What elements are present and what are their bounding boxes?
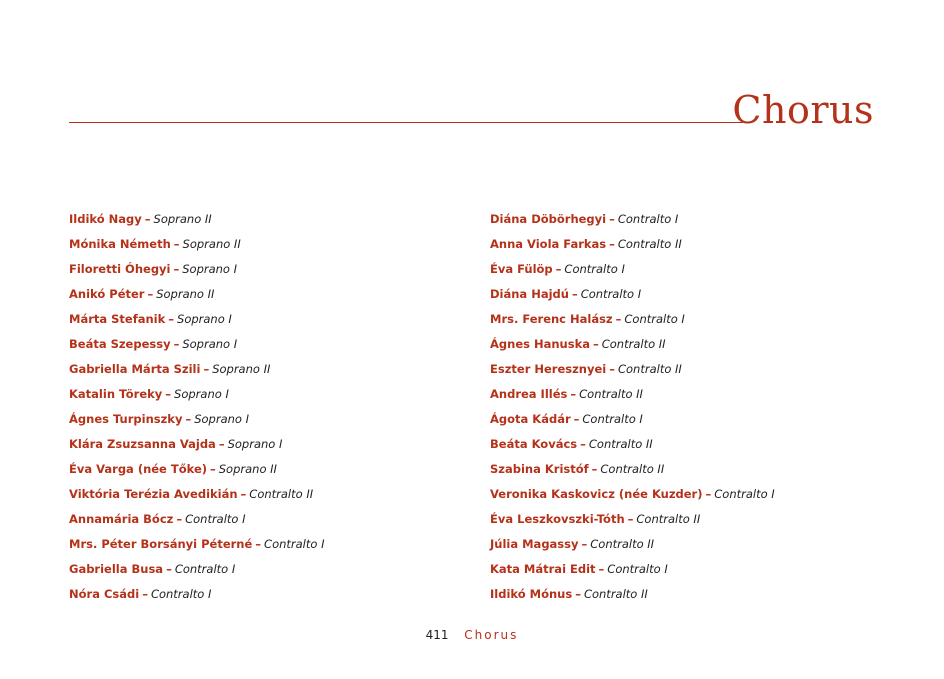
member-entry	[490, 359, 775, 384]
voice-part: Soprano II	[218, 462, 277, 476]
member-name: Gabriella Busa	[69, 562, 164, 576]
member-list-right	[490, 209, 775, 609]
member-entry	[490, 559, 775, 584]
member-name: Eszter Heresznyei	[490, 362, 607, 376]
member-entry	[69, 559, 324, 584]
voice-part: Soprano I	[182, 262, 238, 276]
member-name: Katalin Töreky	[69, 387, 163, 401]
voice-part: Contralto II	[617, 237, 682, 251]
voice-part: Soprano II	[153, 212, 212, 226]
title-rule	[69, 122, 743, 123]
voice-part: Contralto II	[590, 537, 655, 551]
separator-dash: –	[173, 237, 180, 251]
member-entry	[69, 509, 324, 534]
separator-dash: –	[615, 312, 622, 326]
member-name: Beáta Szepessy	[69, 337, 171, 351]
member-name: Gabriella Márta Szili	[69, 362, 201, 376]
member-name: Ildikó Nagy	[69, 212, 142, 226]
member-name: Ágnes Turpinszky	[69, 412, 183, 426]
separator-dash: –	[203, 362, 210, 376]
voice-part: Contralto I	[185, 512, 246, 526]
voice-part: Contralto II	[636, 512, 701, 526]
separator-dash: –	[581, 537, 588, 551]
voice-part: Contralto I	[564, 262, 625, 276]
voice-part: Contralto II	[579, 387, 643, 401]
member-name: Éva Fülöp	[490, 262, 553, 276]
separator-dash: –	[580, 437, 586, 451]
member-entry	[69, 209, 324, 234]
voice-part: Contralto II	[583, 587, 648, 601]
member-name: Viktória Terézia Avedikián	[69, 487, 238, 501]
voice-part: Soprano I	[227, 437, 283, 451]
voice-part: Contralto I	[582, 412, 643, 426]
voice-part: Contralto I	[150, 587, 212, 601]
separator-dash: –	[555, 262, 562, 276]
separator-dash: –	[173, 262, 180, 276]
separator-dash: –	[705, 487, 712, 501]
member-name: Éva Varga (née Tőke)	[69, 462, 207, 476]
member-entry	[490, 309, 775, 334]
member-name: Veronika Kaskovicz (née Kuzder)	[490, 487, 703, 501]
member-list-left	[69, 209, 324, 609]
voice-part: Contralto II	[617, 362, 682, 376]
voice-part: Contralto I	[617, 212, 679, 226]
voice-part: Contralto I	[607, 562, 668, 576]
member-name: Beáta Kovács	[490, 437, 578, 451]
member-entry	[69, 484, 324, 509]
separator-dash: –	[168, 312, 175, 326]
member-name: Ildikó Mónus	[490, 587, 573, 601]
member-entry	[490, 534, 775, 559]
separator-dash: –	[592, 337, 599, 351]
separator-dash: –	[255, 537, 262, 551]
voice-part: Contralto I	[624, 312, 685, 326]
voice-part: Contralto I	[714, 487, 775, 501]
member-name: Ágota Kádár	[490, 412, 571, 426]
voice-part: Soprano I	[174, 387, 229, 401]
page-footer	[0, 627, 944, 643]
separator-dash: –	[165, 387, 172, 401]
member-entry	[490, 384, 775, 409]
separator-dash: –	[575, 587, 581, 601]
member-entry	[490, 484, 775, 509]
page-number: 411	[425, 628, 449, 642]
member-name: Diána Hajdú	[490, 287, 569, 301]
member-entry	[490, 234, 775, 259]
voice-part: Soprano I	[194, 412, 249, 426]
separator-dash: –	[176, 512, 183, 526]
page-title: Chorus	[732, 88, 874, 132]
member-name: Nóra Csádi	[69, 587, 140, 601]
voice-part: Contralto I	[580, 287, 642, 301]
separator-dash: –	[609, 237, 615, 251]
separator-dash: –	[144, 212, 151, 226]
member-entry	[69, 434, 324, 459]
member-entry	[69, 459, 324, 484]
member-name: Mónika Németh	[69, 237, 171, 251]
member-entry	[69, 584, 324, 609]
voice-part: Soprano I	[177, 312, 232, 326]
voice-part: Contralto II	[249, 487, 314, 501]
member-name: Klára Zsuzsanna Vajda	[69, 437, 216, 451]
member-entry	[490, 584, 775, 609]
voice-part: Contralto II	[588, 437, 653, 451]
voice-part: Contralto I	[174, 562, 236, 576]
member-name: Andrea Illés	[490, 387, 568, 401]
separator-dash: –	[627, 512, 634, 526]
member-name: Anna Viola Farkas	[490, 237, 607, 251]
separator-dash: –	[591, 462, 598, 476]
member-name: Márta Stefanik	[69, 312, 166, 326]
member-name: Diána Döbörhegyi	[490, 212, 607, 226]
member-entry	[69, 234, 324, 259]
member-entry	[490, 459, 775, 484]
member-entry	[490, 284, 775, 309]
voice-part: Contralto II	[601, 337, 666, 351]
member-entry	[69, 384, 324, 409]
separator-dash: –	[240, 487, 247, 501]
member-name: Mrs. Péter Borsányi Péterné	[69, 537, 253, 551]
voice-part: Contralto II	[600, 462, 665, 476]
member-entry	[69, 359, 324, 384]
separator-dash: –	[573, 412, 580, 426]
footer-section-title: Chorus	[464, 628, 519, 642]
separator-dash: –	[609, 362, 615, 376]
member-entry	[69, 284, 324, 309]
member-entry	[69, 334, 324, 359]
member-entry	[490, 209, 775, 234]
voice-part: Contralto I	[264, 537, 325, 551]
member-entry	[490, 409, 775, 434]
member-entry	[490, 259, 775, 284]
member-entry	[490, 434, 775, 459]
member-name: Ágnes Hanuska	[490, 337, 590, 351]
separator-dash: –	[147, 287, 154, 301]
separator-dash: –	[571, 287, 578, 301]
separator-dash: –	[218, 437, 225, 451]
member-entry	[69, 534, 324, 559]
voice-part: Soprano II	[182, 237, 241, 251]
member-entry	[69, 309, 324, 334]
voice-part: Soprano II	[212, 362, 271, 376]
separator-dash: –	[210, 462, 216, 476]
member-name: Júlia Magassy	[490, 537, 579, 551]
separator-dash: –	[166, 562, 172, 576]
separator-dash: –	[598, 562, 605, 576]
separator-dash: –	[142, 587, 148, 601]
member-name: Annamária Bócz	[69, 512, 174, 526]
member-name: Filoretti Óhegyi	[69, 262, 171, 276]
separator-dash: –	[609, 212, 615, 226]
member-entry	[490, 509, 775, 534]
separator-dash: –	[173, 337, 180, 351]
member-entry	[69, 259, 324, 284]
member-name: Éva Leszkovszki-Tóth	[490, 512, 625, 526]
member-entry	[490, 334, 775, 359]
separator-dash: –	[570, 387, 577, 401]
member-name: Anikó Péter	[69, 287, 145, 301]
separator-dash: –	[185, 412, 192, 426]
member-name: Kata Mátrai Edit	[490, 562, 596, 576]
voice-part: Soprano I	[182, 337, 238, 351]
member-name: Mrs. Ferenc Halász	[490, 312, 613, 326]
voice-part: Soprano II	[156, 287, 215, 301]
member-entry	[69, 409, 324, 434]
member-name: Szabina Kristóf	[490, 462, 589, 476]
